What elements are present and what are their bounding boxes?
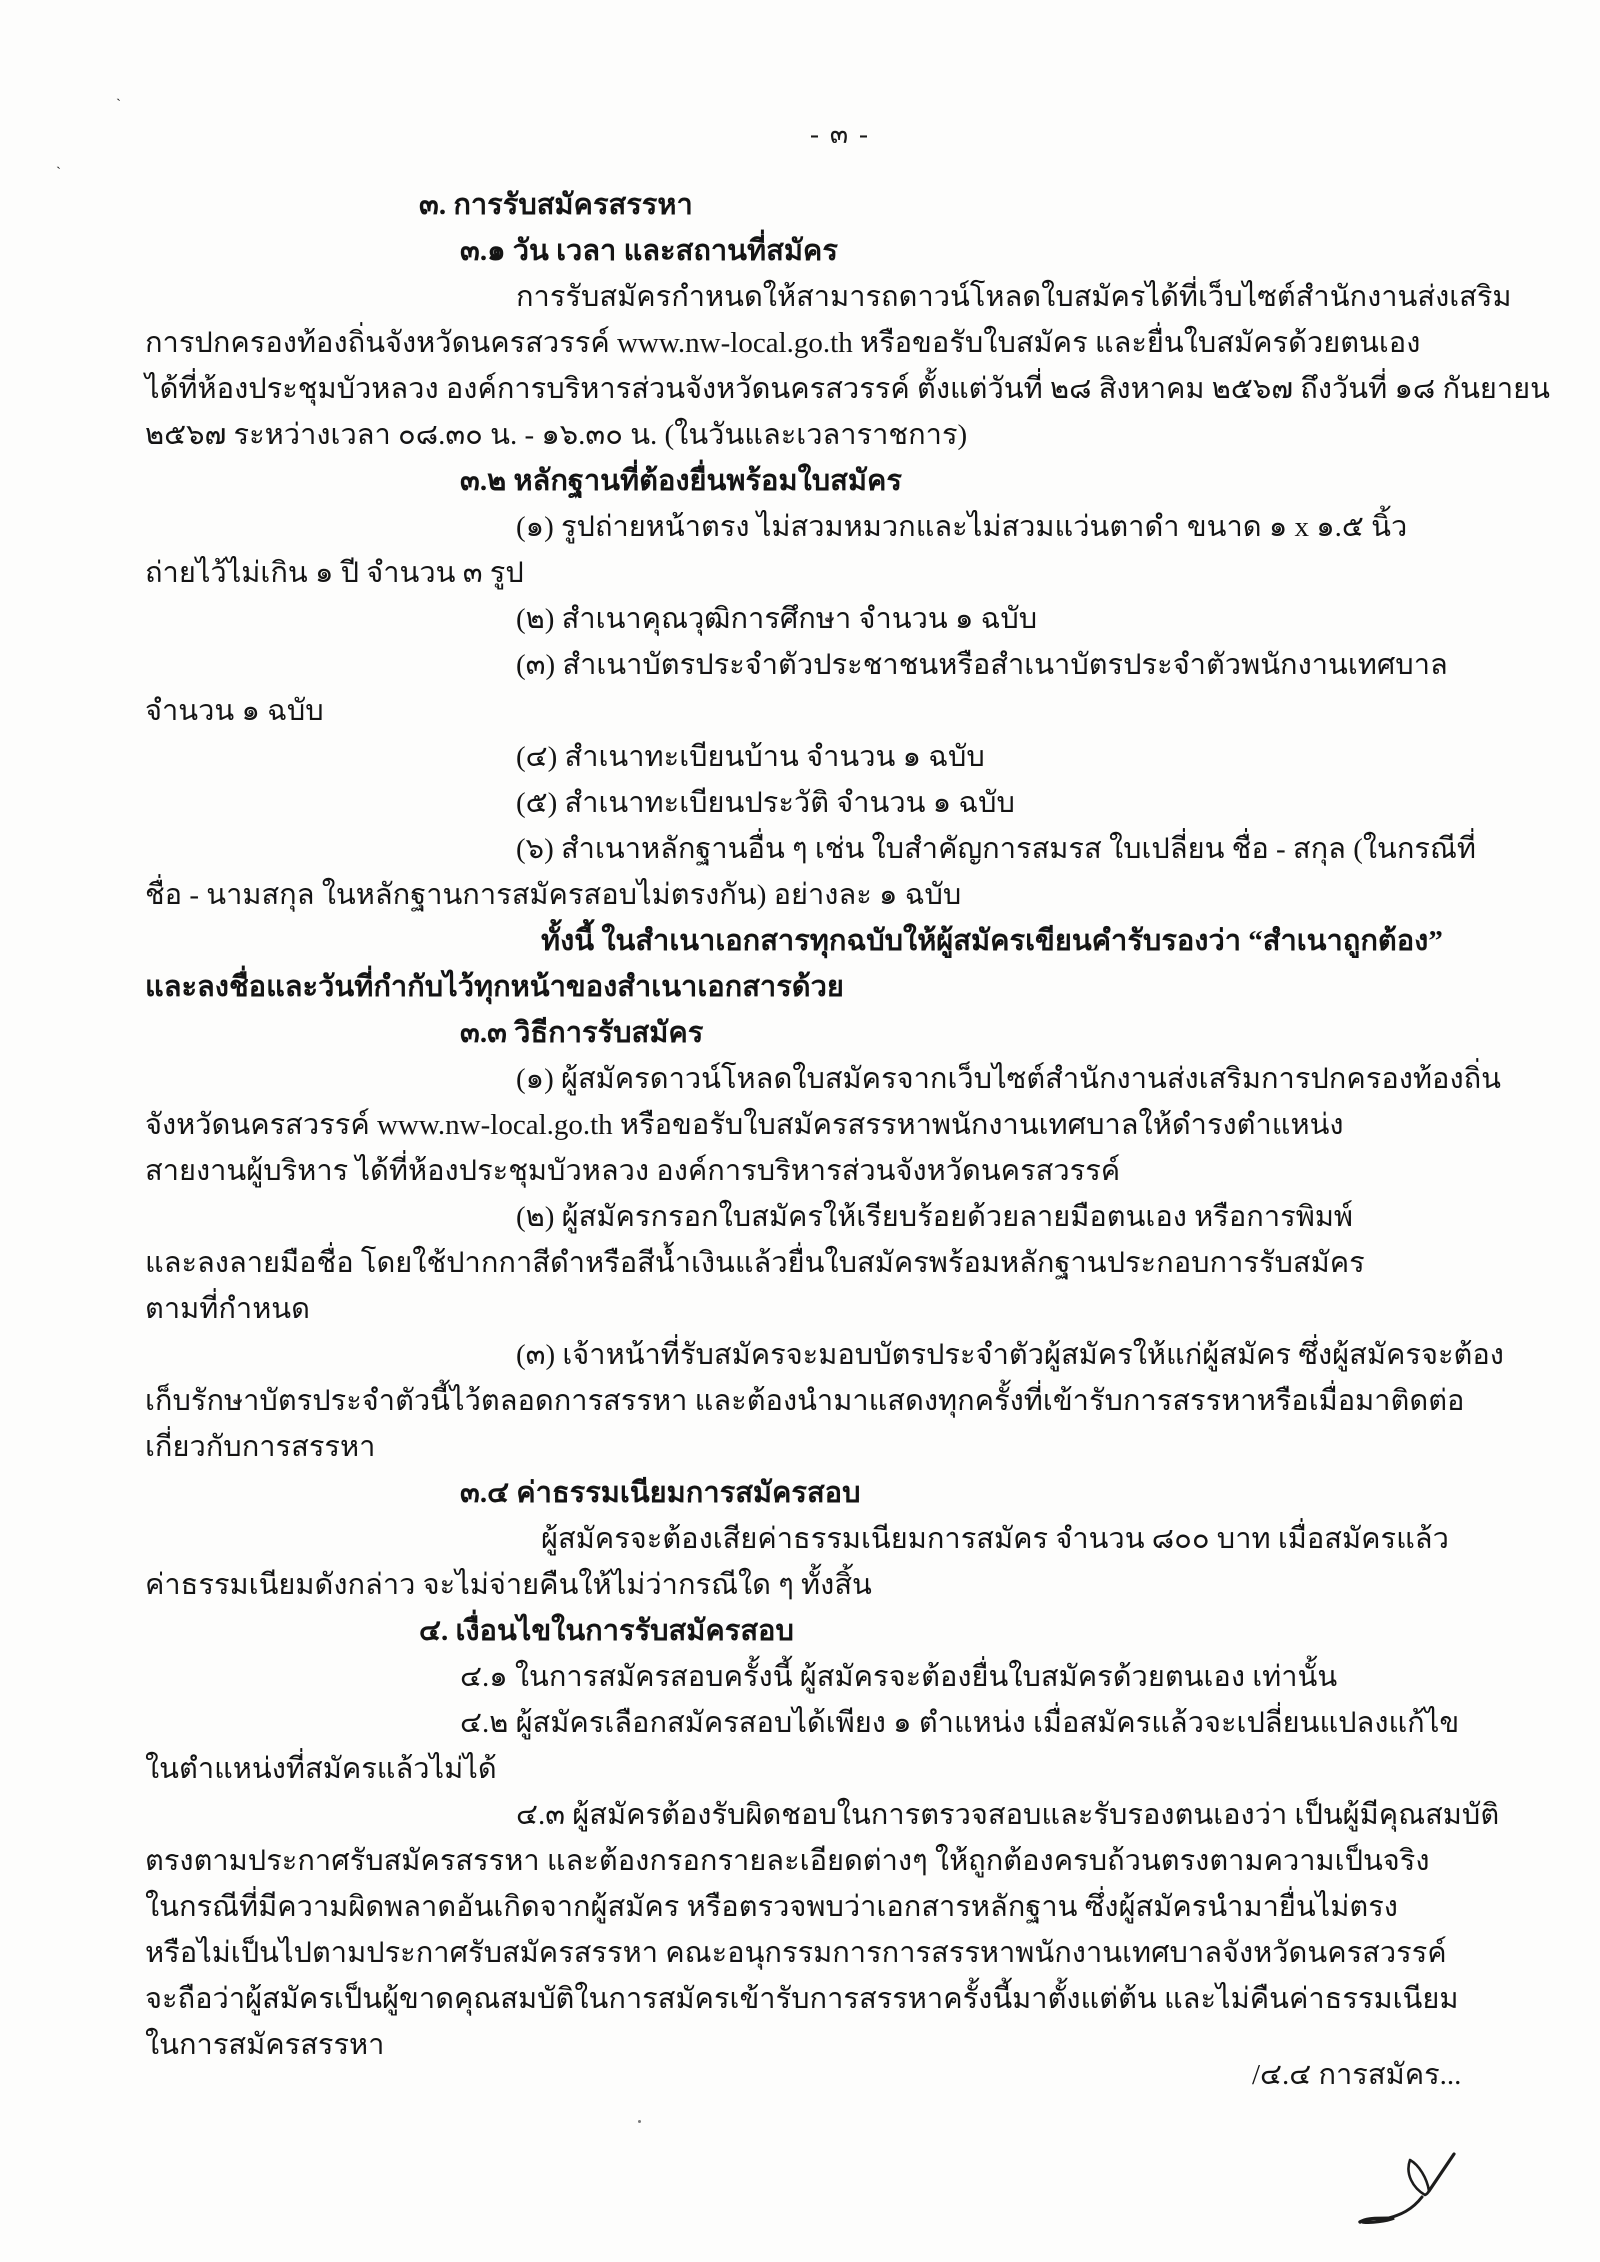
text-line: หรือไม่เป็นไปตามประกาศรับสมัครสรรหา คณะอนุกรรมการการสรรหาพนักงานเทศบาลจังหวัดนครสวรรค์ (145, 1937, 1447, 1969)
scan-speck: ` (56, 165, 61, 181)
text-line: (๑) รูปถ่ายหน้าตรง ไม่สวมหมวกและไม่สวมแว่นตาดำ ขนาด ๑ x ๑.๕ นิ้ว (516, 511, 1408, 543)
text-line: (๓) สำเนาบัตรประจำตัวประชาชนหรือสำเนาบัตรประจำตัวพนักงานเทศบาล (516, 649, 1448, 681)
text-line: ๒๕๖๗ ระหว่างเวลา ๐๘.๓๐ น. - ๑๖.๓๐ น. (ในวันและเวลาราชการ) (145, 419, 968, 451)
text-line: จังหวัดนครสวรรค์ www.nw-local.go.th หรือขอรับใบสมัครสรรหาพนักงานเทศบาลให้ดำรงตำแหน่ง (145, 1109, 1344, 1141)
text-line: ทั้งนี้ ในสำเนาเอกสารทุกฉบับให้ผู้สมัครเขียนคำรับรองว่า “สำเนาถูกต้อง” (541, 925, 1443, 957)
text-line: ๔. เงื่อนไขในการรับสมัครสอบ (419, 1615, 794, 1647)
text-line: ชื่อ - นามสกุล ในหลักฐานการสมัครสอบไม่ตรงกัน) อย่างละ ๑ ฉบับ (145, 879, 962, 911)
text-line: (๒) สำเนาคุณวุฒิการศึกษา จำนวน ๑ ฉบับ (516, 603, 1038, 635)
text-line: ๓.๒ หลักฐานที่ต้องยื่นพร้อมใบสมัคร (460, 465, 902, 497)
text-line: สายงานผู้บริหาร ได้ที่ห้องประชุมบัวหลวง องค์การบริหารส่วนจังหวัดนครสวรรค์ (145, 1155, 1121, 1187)
text-line: และลงลายมือชื่อ โดยใช้ปากกาสีดำหรือสีน้ำเงินแล้วยื่นใบสมัครพร้อมหลักฐานประกอบการรับสมัคร (145, 1247, 1365, 1279)
text-line: ๓.๓ วิธีการรับสมัคร (460, 1017, 704, 1049)
text-line: จะถือว่าผู้สมัครเป็นผู้ขาดคุณสมบัติในการสมัครเข้ารับการสรรหาครั้งนี้มาตั้งแต่ต้น และไม่คืนค่าธรรมเนียม (145, 1983, 1459, 2015)
text-line: การรับสมัครกำหนดให้สามารถดาวน์โหลดใบสมัครได้ที่เว็บไซต์สำนักงานส่งเสริม (516, 281, 1512, 313)
text-line: (๖) สำเนาหลักฐานอื่น ๆ เช่น ใบสำคัญการสมรส ใบเปลี่ยน ชื่อ - สกุล (ในกรณีที่ (516, 833, 1477, 865)
continuation-marker: /๔.๔ การสมัคร... (1252, 2059, 1462, 2091)
text-line: ผู้สมัครจะต้องเสียค่าธรรมเนียมการสมัคร จำนวน ๘๐๐ บาท เมื่อสมัครแล้ว (541, 1523, 1449, 1555)
page-number: - ๓ - (810, 119, 870, 149)
text-line: จำนวน ๑ ฉบับ (145, 695, 324, 727)
text-line: (๔) สำเนาทะเบียนบ้าน จำนวน ๑ ฉบับ (516, 741, 985, 773)
text-line: ๔.๒ ผู้สมัครเลือกสมัครสอบได้เพียง ๑ ตำแหน่ง เมื่อสมัครแล้วจะเปลี่ยนแปลงแก้ไข (460, 1707, 1460, 1739)
text-line: (๒) ผู้สมัครกรอกใบสมัครให้เรียบร้อยด้วยลายมือตนเอง หรือการพิมพ์ (516, 1201, 1354, 1233)
text-line: ได้ที่ห้องประชุมบัวหลวง องค์การบริหารส่วนจังหวัดนครสวรรค์ ตั้งแต่วันที่ ๒๘ สิงหาคม ๒๕๖๗ ถึงวันที่ ๑๘ กันยายน (145, 373, 1550, 405)
handwritten-check-mark-icon (1350, 2138, 1485, 2233)
text-line: ในกรณีที่มีความผิดพลาดอันเกิดจากผู้สมัคร หรือตรวจพบว่าเอกสารหลักฐาน ซึ่งผู้สมัครนำมายื่นไม่ตรง (145, 1891, 1398, 1923)
text-line: (๓) เจ้าหน้าที่รับสมัครจะมอบบัตรประจำตัวผู้สมัครให้แก่ผู้สมัคร ซึ่งผู้สมัครจะต้อง (516, 1339, 1504, 1371)
text-line: ในการสมัครสรรหา (145, 2029, 385, 2061)
text-line: ๓.๔ ค่าธรรมเนียมการสมัครสอบ (460, 1477, 861, 1509)
scan-speck: ` (116, 97, 121, 113)
text-line: เก็บรักษาบัตรประจำตัวนี้ไว้ตลอดการสรรหา และต้องนำมาแสดงทุกครั้งที่เข้ารับการสรรหาหรือเมื่อมาติดต่อ (145, 1385, 1465, 1417)
text-line: ค่าธรรมเนียมดังกล่าว จะไม่จ่ายคืนให้ไม่ว่ากรณีใด ๆ ทั้งสิ้น (145, 1569, 872, 1601)
text-line: การปกครองท้องถิ่นจังหวัดนครสวรรค์ www.nw-local.go.th หรือขอรับใบสมัคร และยื่นใบสมัครด้วยตนเอง (145, 327, 1421, 359)
text-line: และลงชื่อและวันที่กำกับไว้ทุกหน้าของสำเนาเอกสารด้วย (145, 971, 844, 1003)
document-lines (145, 182, 1550, 2068)
text-line: ถ่ายไว้ไม่เกิน ๑ ปี จำนวน ๓ รูป (145, 557, 524, 589)
text-line: ๔.๓ ผู้สมัครต้องรับผิดชอบในการตรวจสอบและรับรองตนเองว่า เป็นผู้มีคุณสมบัติ (516, 1799, 1500, 1831)
text-line: ๔.๑ ในการสมัครสอบครั้งนี้ ผู้สมัครจะต้องยื่นใบสมัครด้วยตนเอง เท่านั้น (460, 1661, 1338, 1693)
text-line: เกี่ยวกับการสรรหา (145, 1431, 376, 1463)
text-line: ตามที่กำหนด (145, 1293, 310, 1325)
text-line: (๕) สำเนาทะเบียนประวัติ จำนวน ๑ ฉบับ (516, 787, 1015, 819)
text-line: (๑) ผู้สมัครดาวน์โหลดใบสมัครจากเว็บไซต์สำนักงานส่งเสริมการปกครองท้องถิ่น (516, 1063, 1501, 1095)
text-line: ๓.๑ วัน เวลา และสถานที่สมัคร (460, 235, 838, 267)
text-line: ในตำแหน่งที่สมัครแล้วไม่ได้ (145, 1753, 497, 1785)
text-line: ๓. การรับสมัครสรรหา (419, 189, 693, 221)
text-line: ตรงตามประกาศรับสมัครสรรหา และต้องกรอกรายละเอียดต่างๆ ให้ถูกต้องครบถ้วนตรงตามความเป็นจริง (145, 1845, 1430, 1877)
scan-speck (638, 2120, 641, 2123)
